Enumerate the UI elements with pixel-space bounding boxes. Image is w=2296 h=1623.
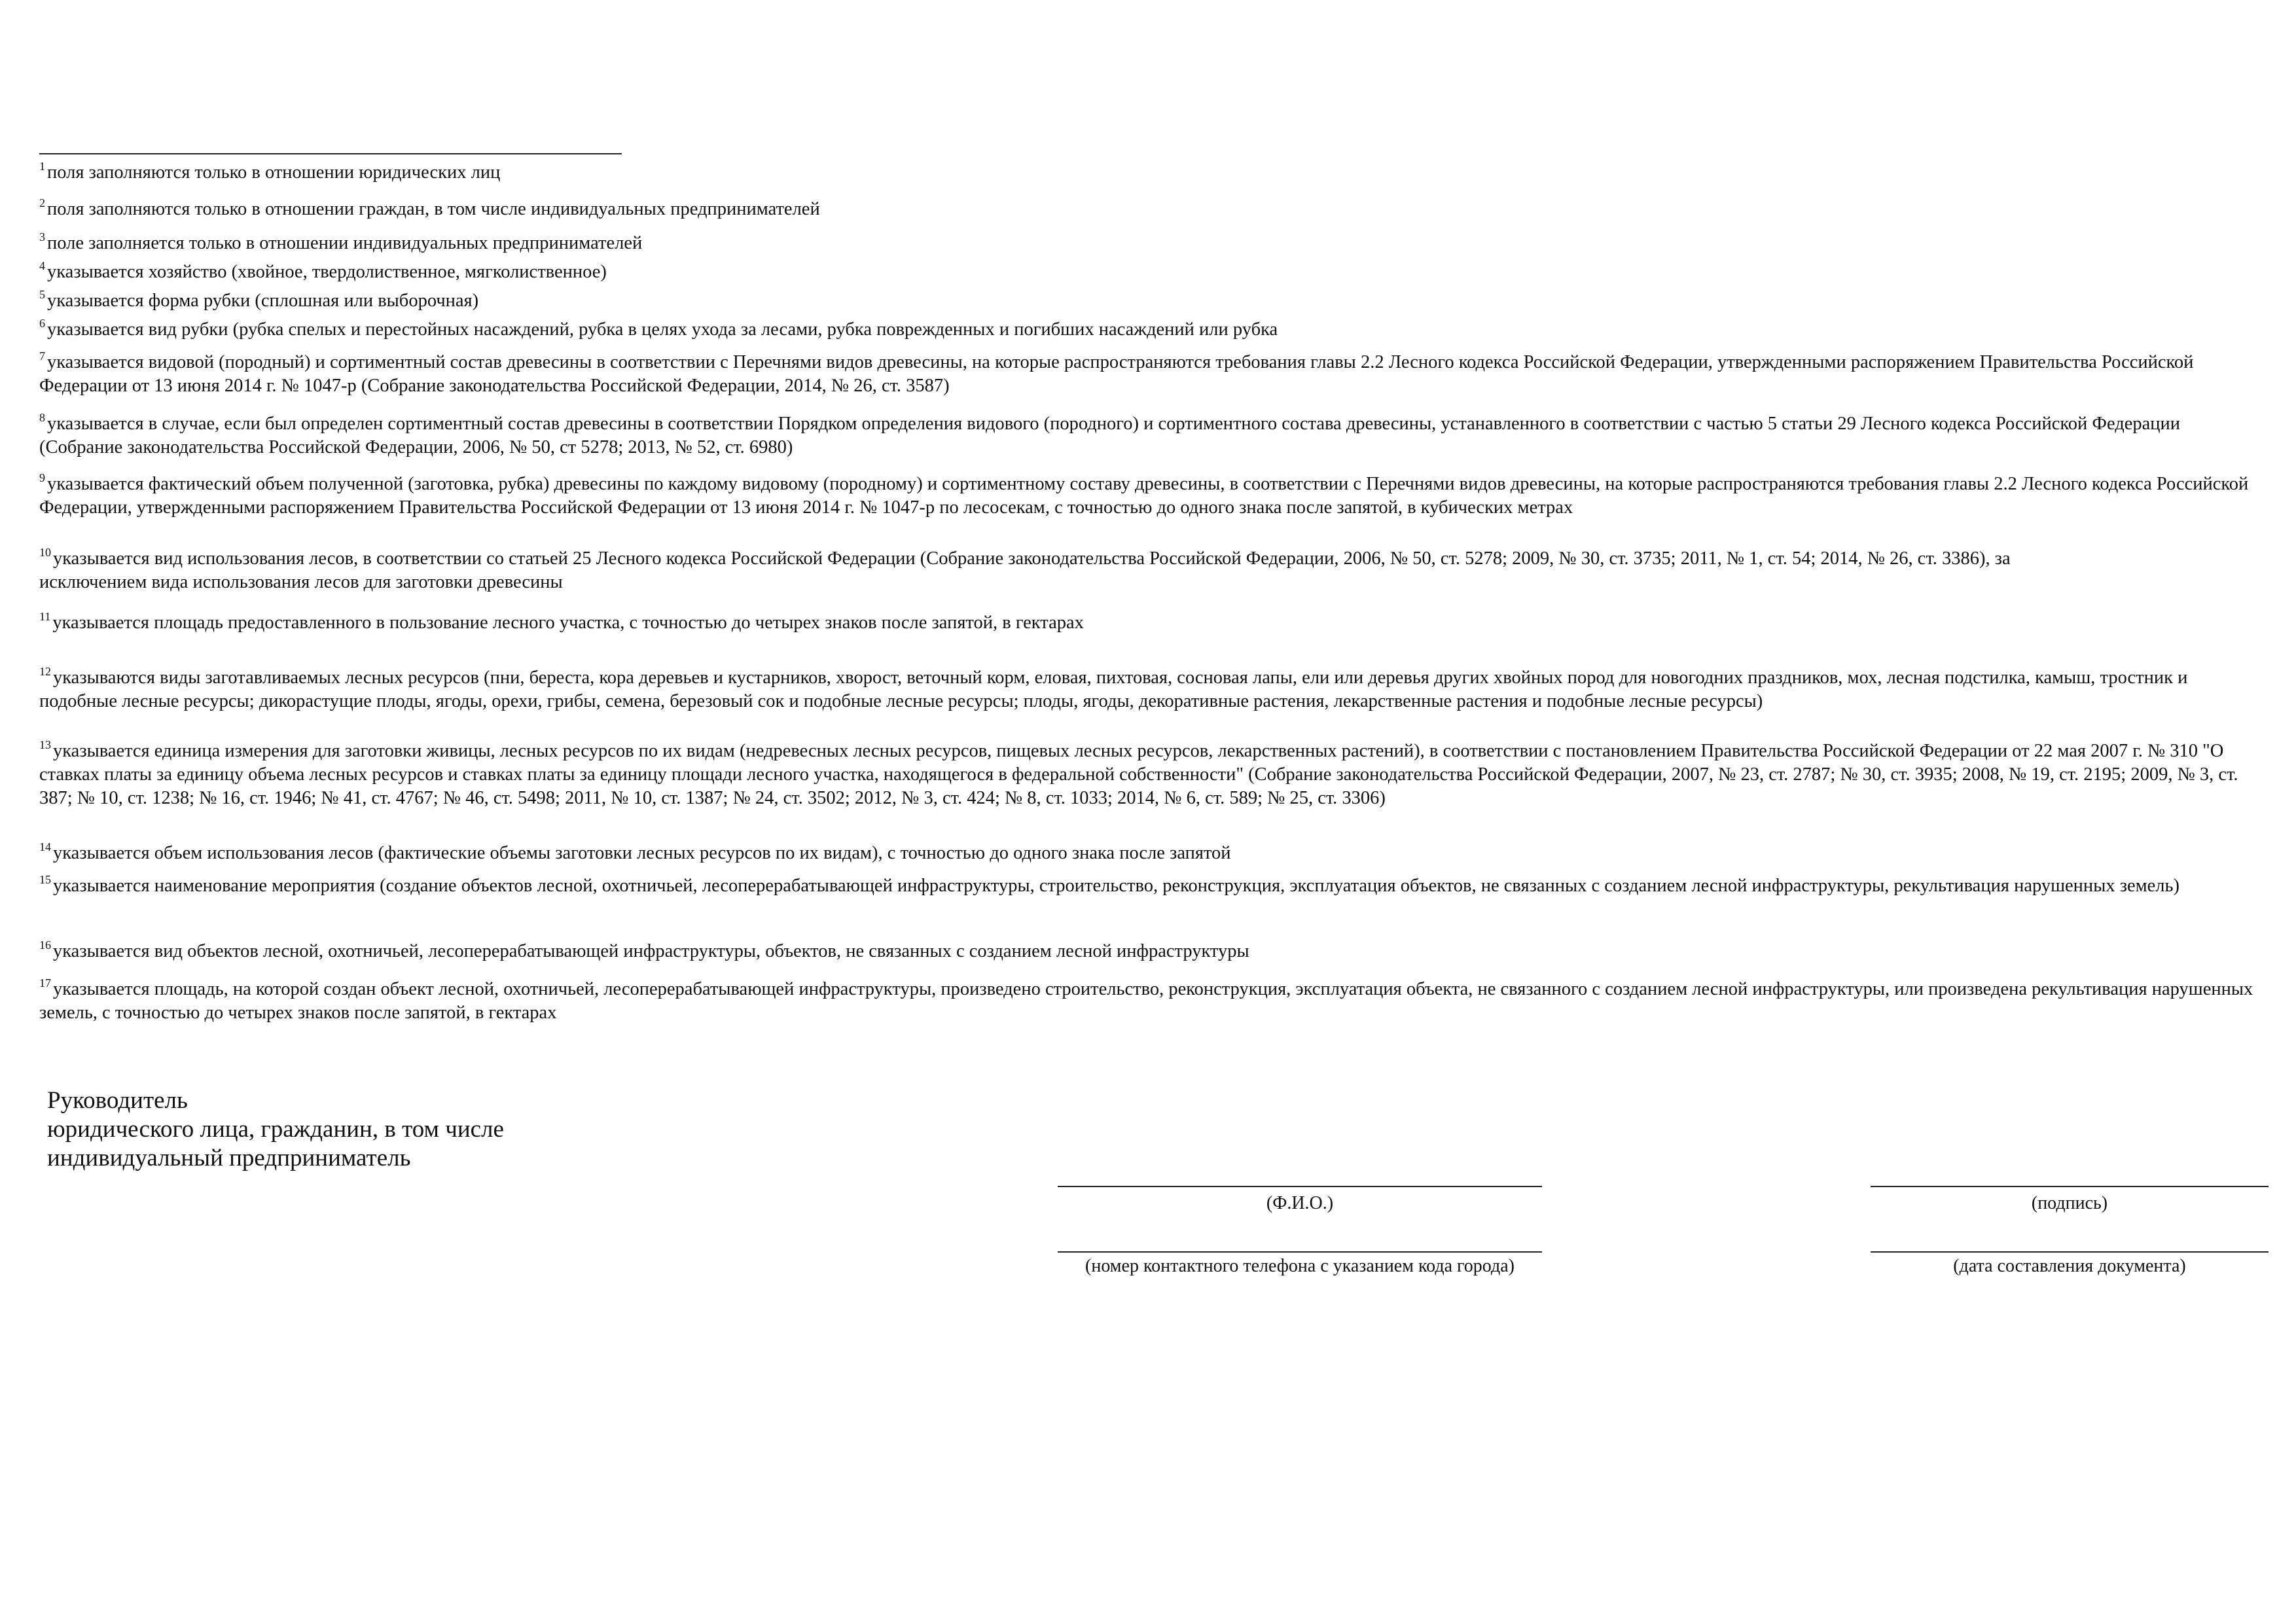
signatory-label-line: Руководитель bbox=[47, 1087, 188, 1114]
footnote-11 bbox=[39, 611, 2258, 635]
footnote-15 bbox=[39, 874, 2258, 898]
footnote-number: 4 bbox=[39, 259, 45, 272]
footnote-text: указываются виды заготавливаемых лесных ресурсов (пни, береста, кора деревьев и кустарников, хворост, веточный корм, еловая, пихтовая, сосновая лапы, ели или деревья других хвойных пород для новогодних праздников, мох, лесная подстилка, камыш, тростник и подобные лесные ресурсы; дикорастущие плоды, ягоды, орехи, грибы, семена, березовый сок и подобные лесные ресурсы; плоды, ягоды, декоративные растения, лекарственные растения и подобные лесные ресурсы) bbox=[39, 668, 2188, 711]
footnote-number: 13 bbox=[39, 738, 51, 751]
footnote-4 bbox=[39, 260, 2258, 284]
footnote-number: 12 bbox=[39, 665, 51, 678]
footnote-number: 11 bbox=[39, 610, 51, 623]
footnote-number: 16 bbox=[39, 938, 51, 952]
footnote-13 bbox=[39, 740, 2258, 810]
date-caption: (дата составления документа) bbox=[1953, 1256, 2186, 1276]
signatory-label-line: индивидуальный предприниматель bbox=[47, 1145, 411, 1171]
footnote-number: 9 bbox=[39, 471, 45, 484]
footnote-number: 2 bbox=[39, 196, 45, 209]
footnote-6 bbox=[39, 318, 2258, 342]
footnote-separator-line bbox=[39, 153, 622, 154]
fio-caption: (Ф.И.О.) bbox=[1266, 1193, 1334, 1213]
footnote-text: указывается форма рубки (сплошная или выборочная) bbox=[47, 291, 479, 311]
footnote-9 bbox=[39, 473, 2258, 520]
footnote-number: 5 bbox=[39, 288, 45, 301]
footnote-text: указывается вид объектов лесной, охотничьей, лесоперерабатывающей инфраструктуры, объектов, не связанных с созданием лесной инфраструктуры bbox=[53, 941, 1249, 961]
footnote-number: 7 bbox=[39, 349, 45, 363]
footnote-3 bbox=[39, 232, 2258, 255]
footnote-number: 8 bbox=[39, 411, 45, 424]
footnote-1 bbox=[39, 161, 2258, 185]
footnote-text: указывается площадь, на которой создан объект лесной, охотничьей, лесоперерабатывающей инфраструктуры, произведено строительство, реконструкция, эксплуатация объекта, не связанного с созданием лесной инфраструктуры, или произведена рекультивация нарушенных земель, с точностью до четырех знаков после запятой, в гектарах bbox=[39, 979, 2253, 1023]
footnote-2 bbox=[39, 198, 2258, 221]
footnote-number: 14 bbox=[39, 840, 51, 853]
footnote-text: указывается объем использования лесов (фактические объемы заготовки лесных ресурсов по их видам), с точностью до одного знака после запятой bbox=[53, 843, 1231, 863]
fio-signature-line bbox=[1058, 1186, 1542, 1187]
footnote-text: поле заполняется только в отношении индивидуальных предпринимателей bbox=[47, 233, 643, 253]
footnote-12 bbox=[39, 666, 2258, 713]
footnote-8 bbox=[39, 412, 2258, 459]
footnote-17 bbox=[39, 978, 2258, 1025]
footnote-14 bbox=[39, 842, 2258, 865]
phone-caption: (номер контактного телефона с указанием кода города) bbox=[1085, 1256, 1515, 1276]
phone-signature-line bbox=[1058, 1251, 1542, 1253]
footnote-text: указывается видовой (породный) и сортиментный состав древесины в соответствии с Перечнями видов древесины, на которые распространяются требования главы 2.2 Лесного кодекса Российской Федерации, утвержденными распоряжением Правительства Российской Федерации от 13 июня 2014 г. № 1047-р (Собрание законодательства Российской Федерации, 2014, № 26, ст. 3587) bbox=[39, 352, 2194, 396]
footnote-number: 17 bbox=[39, 976, 51, 990]
footnote-7 bbox=[39, 351, 2258, 398]
footnote-text: указывается в случае, если был определен сортиментный состав древесины в соответствии Порядком определения видового (породного) и сортиментного состава древесины, устанавленного в соответствии с частью 5 статьи 29 Лесного кодекса Российской Федерации (Собрание законодательства Российской Федерации, 2006, № 50, ст 5278; 2013, № 52, ст. 6980) bbox=[39, 414, 2181, 457]
footnote-text: указывается фактический объем полученной (заготовка, рубка) древесины по каждому видовому (породному) и сортиментному составу древесины, в соответствии с Перечнями видов древесины, на которые распространяются требования главы 2.2 Лесного кодекса Российской Федерации, утвержденными распоряжением Правительства Российской Федерации от 13 июня 2014 г. № 1047-р по лесосекам, с точностью до одного знака после запятой, в кубических метрах bbox=[39, 474, 2249, 518]
signatory-label-line: юридического лица, гражданин, в том числе bbox=[47, 1116, 504, 1143]
footnote-text: поля заполняются только в отношении граждан, в том числе индивидуальных предпринимателей bbox=[47, 199, 820, 219]
footnote-number: 6 bbox=[39, 317, 45, 330]
footnote-number: 1 bbox=[39, 160, 45, 173]
footnote-text: указывается наименование мероприятия (создание объектов лесной, охотничьей, лесоперерабатывающей инфраструктуры, строительство, реконструкция, эксплуатация объектов, не связанных с созданием лесной инфраструктуры, рекультивация нарушенных земель) bbox=[53, 876, 2180, 896]
footnote-number: 3 bbox=[39, 230, 45, 243]
sign-caption: (подпись) bbox=[2031, 1193, 2108, 1213]
footnote-number: 10 bbox=[39, 546, 51, 559]
signatory-label bbox=[47, 1086, 504, 1173]
footnote-5 bbox=[39, 289, 2258, 313]
footnote-number: 15 bbox=[39, 873, 51, 886]
footnote-text: указывается площадь предоставленного в пользование лесного участка, с точностью до четырех знаков после запятой, в гектарах bbox=[52, 613, 1084, 633]
footnote-text: указывается хозяйство (хвойное, твердолиственное, мягколиственное) bbox=[47, 262, 607, 282]
footnote-text: указывается вид использования лесов, в соответствии со статьей 25 Лесного кодекса Российской Федерации (Собрание законодательства Российской Федерации, 2006, № 50, ст. 5278; 2009, № 30, ст. 3735; 2011, № 1, ст. 54; 2014, № 26, ст. 3386), за исключением вида использования лесов для заготовки древесины bbox=[39, 548, 2011, 592]
footnote-text: указывается вид рубки (рубка спелых и перестойных насаждений, рубка в целях ухода за лесами, рубка поврежденных и погибших насаждений или рубка bbox=[47, 319, 1278, 340]
footnote-10 bbox=[39, 547, 2042, 594]
footnote-16 bbox=[39, 940, 2258, 963]
footnote-text: указывается единица измерения для заготовки живицы, лесных ресурсов по их видам (недревесных лесных ресурсов, пищевых лесных ресурсов, лекарственных растений), в соответствии с постановлением Правительства Российской Федерации от 22 мая 2007 г. № 310 "О ставках платы за единицу объема лесных ресурсов и ставках платы за единицу площади лесного участка, находящегося в федеральной собственности" (Собрание законодательства Российской Федерации, 2007, № 23, ст. 2787; № 30, ст. 3935; 2008, № 19, ст. 2195; 2009, № 3, ст. 387; № 10, ст. 1238; № 16, ст. 1946; № 41, ст. 4767; № 46, ст. 5498; 2011, № 10, ст. 1387; № 24, ст. 3502; 2012, № 3, ст. 424; № 8, ст. 1033; 2014, № 6, ст. 589; № 25, ст. 3306) bbox=[39, 741, 2238, 808]
sign-signature-line bbox=[1871, 1186, 2269, 1187]
footnote-text: поля заполняются только в отношении юридических лиц bbox=[47, 162, 501, 183]
date-signature-line bbox=[1871, 1251, 2269, 1253]
